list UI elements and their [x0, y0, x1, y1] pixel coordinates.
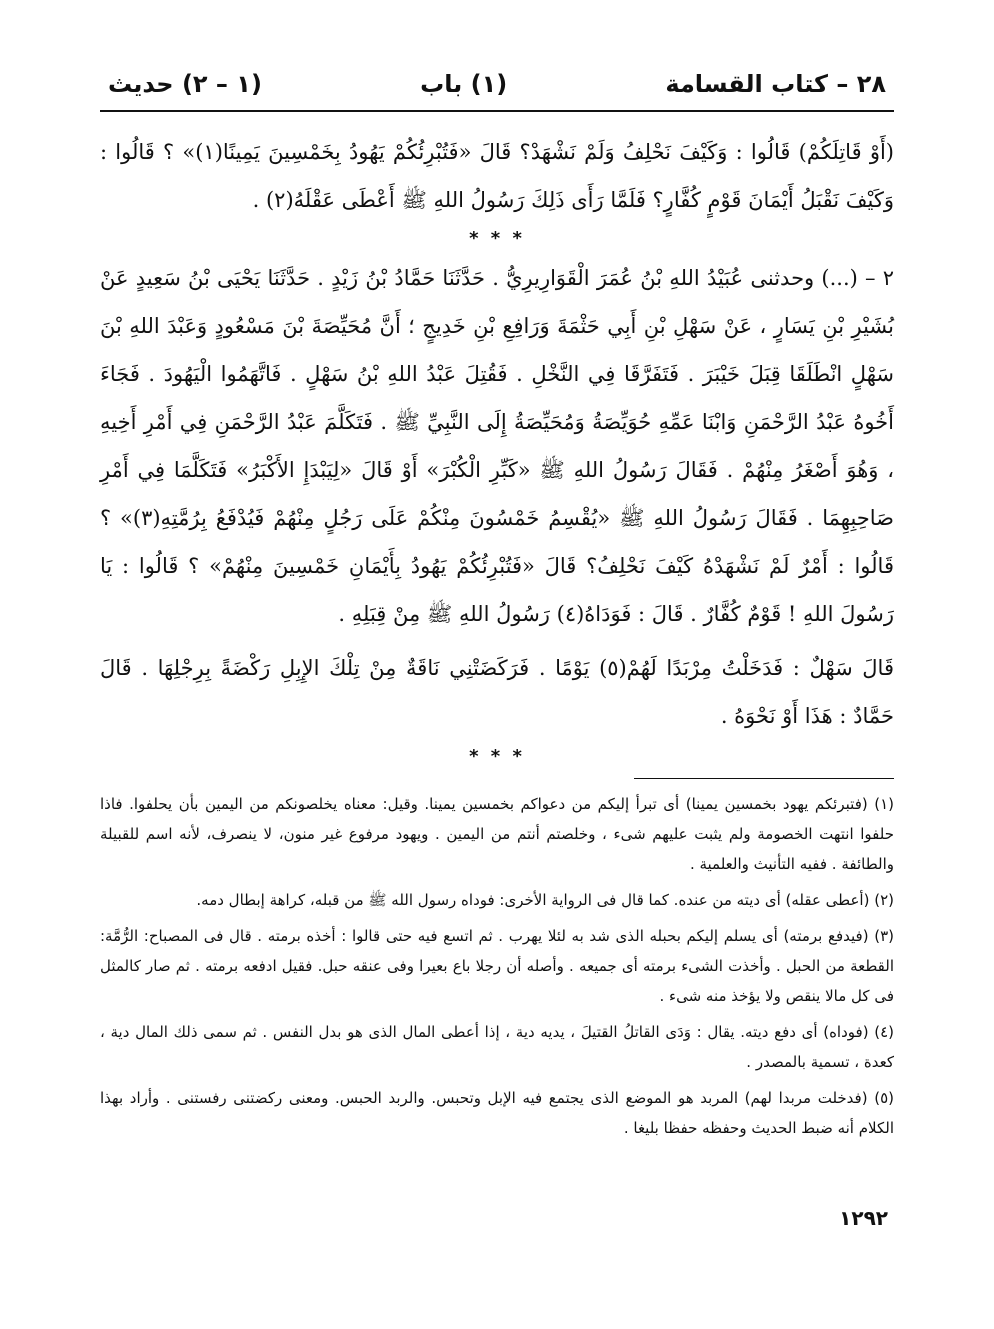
hadith-continuation: (أَوْ قَاتِلَكُمْ) قَالُوا : وَكَيْفَ نَحْلِفُ وَلَمْ نَشْهَدْ؟ قَالَ «فَتُبْرِئُكُمْ يَهُودُ بِخَمْسِينَ يَمِينًا(١)» ؟ قَالُوا : وَكَيْفَ نَقْبَلُ أَيْمَانَ قَوْمٍ كُفَّارٍ؟ فَلَمَّا رَأَى ذَلِكَ رَسُولُ اللهِ ﷺ أَعْطَى عَقْلَهُ(٢) .	[100, 140, 894, 212]
section-separator: * * *	[469, 228, 525, 249]
running-head-hadith-range: (١ – ٢) حديث	[108, 70, 262, 98]
footnote-2: (٢) (أعطى عقله) أى ديته من عنده. كما قال فى الرواية الأخرى: فوداه رسول الله ﷺ من قبله، كراهة إبطال دمه.	[196, 891, 894, 909]
running-head-book-title: ٢٨ – كتاب القسامة	[665, 70, 886, 98]
running-head-chapter: (١) باب	[420, 70, 508, 98]
end-separator: * * *	[469, 746, 525, 767]
page-number: ١٢٩٢	[839, 1206, 888, 1230]
footnote-5: (٥) (فدخلت مربدا لهم) المربد هو الموضع الذى يجتمع فيه الإبل وتحبس. والربد الحبس. ومعنى ركضتنى رفستنى . وأراد بهذا الكلام أنه ضبط الحديث وحفظه حفظا بليغا .	[100, 1089, 894, 1137]
footnote-1: (١) (فتبرئكم يهود بخمسين يمينا) أى تبرأ إليكم من دعواكم بخمسين يمينا. وقيل: معناه يخلصونكم من اليمين بأن يحلفوا. فاذا حلفوا انتهت الخصومة ولم يثبت عليهم شىء ، وخلصتم أنتم من اليمين . ويهود مرفوع غير منون، لا ينصرف، لأنه اسم للقبيلة والطائفة . ففيه التأنيث والعلمية .	[100, 795, 894, 873]
footnote-rule	[634, 778, 894, 779]
sahl-note: قَالَ سَهْلٌ : فَدَخَلْتُ مِرْبَدًا لَهُمْ(٥) يَوْمًا . فَرَكَضَتْنِي نَاقَةٌ مِنْ تِلْكَ الإِبِلِ رَكْضَةً بِرِجْلِهَا . قَالَ حَمَّادٌ : هَذَا أَوْ نَحْوَهُ .	[100, 656, 894, 728]
hadith-2-text: ٢ – (...) وحدثنى عُبَيْدُ اللهِ بْنُ عُمَرَ الْقَوَارِيرِيُّ . حَدَّثَنَا حَمَّادُ بْنُ زَيْدٍ . حَدَّثَنَا يَحْيَى بْنُ سَعِيدٍ عَنْ بُشَيْرِ بْنِ يَسَارٍ ، عَنْ سَهْلِ بْنِ أَبِي حَثْمَةَ وَرَافِعِ بْنِ خَدِيجٍ ؛ أَنَّ مُحَيِّصَةَ بْنَ مَسْعُودٍ وَعَبْدَ اللهِ بْنَ سَهْلٍ انْطَلَقَا قِبَلَ خَيْبَرَ . فَتَفَرَّقَا فِي النَّخْلِ . فَقُتِلَ عَبْدُ اللهِ بْنُ سَهْلٍ . فَاتَّهَمُوا الْيَهُودَ . فَجَاءَ أَخُوهُ عَبْدُ الرَّحْمَنِ وَابْنَا عَمِّهِ حُوَيِّصَةُ وَمُحَيِّصَةُ إِلَى النَّبِيِّ ﷺ . فَتَكَلَّمَ عَبْدُ الرَّحْمَنِ فِي أَمْرِ أَخِيهِ ، وَهُوَ أَصْغَرُ مِنْهُمْ . فَقَالَ رَسُولُ اللهِ ﷺ «كَبِّرِ الْكُبْرَ» أَوْ قَالَ «لِيَبْدَإِ الأَكْبَرُ» فَتَكَلَّمَا فِي أَمْرِ صَاحِبِهِمَا . فَقَالَ رَسُولُ اللهِ ﷺ «يُقْسِمُ خَمْسُونَ مِنْكُمْ عَلَى رَجُلٍ مِنْهُمْ فَيُدْفَعُ بِرُمَّتِهِ(٣)» ؟ قَالُوا : أَمْرٌ لَمْ نَشْهَدْهُ كَيْفَ نَحْلِفُ؟ قَالَ «فَتُبْرِئُكُمْ يَهُودُ بِأَيْمَانِ خَمْسِينَ مِنْهُمْ» ؟ قَالُوا : يَا رَسُولَ اللهِ ! قَوْمٌ كُفَّارٌ . قَالَ : فَوَدَاهُ(٤) رَسُولُ اللهِ ﷺ مِنْ قِبَلِهِ .	[100, 266, 894, 626]
footnote-4: (٤) (فوداه) أى دفع ديته. يقال : وَدَى القاتلُ القتيلَ ، يديه دية ، إذا أعطى المال الذى هو بدل النفس . ثم سمى ذلك المال دية ، كعدة ، تسمية بالمصدر .	[100, 1023, 894, 1071]
footnote-3: (٣) (فيدفع برمته) أى يسلم إليكم بحبله الذى شد به لئلا يهرب . ثم اتسع فيه حتى قالوا : أخذه برمته . قال فى المصباح: الرُّمَّة: القطعة من الحبل . وأخذت الشىء برمته أى جميعه . وأصله أن رجلا باع بعيرا وفى عنقه حبل. فقيل ادفعه برمته . ثم صار كالمثل فى كل مالا ينقص ولا يؤخذ منه شىء .	[100, 927, 894, 1005]
running-head	[100, 60, 894, 112]
footnotes	[100, 789, 894, 1143]
